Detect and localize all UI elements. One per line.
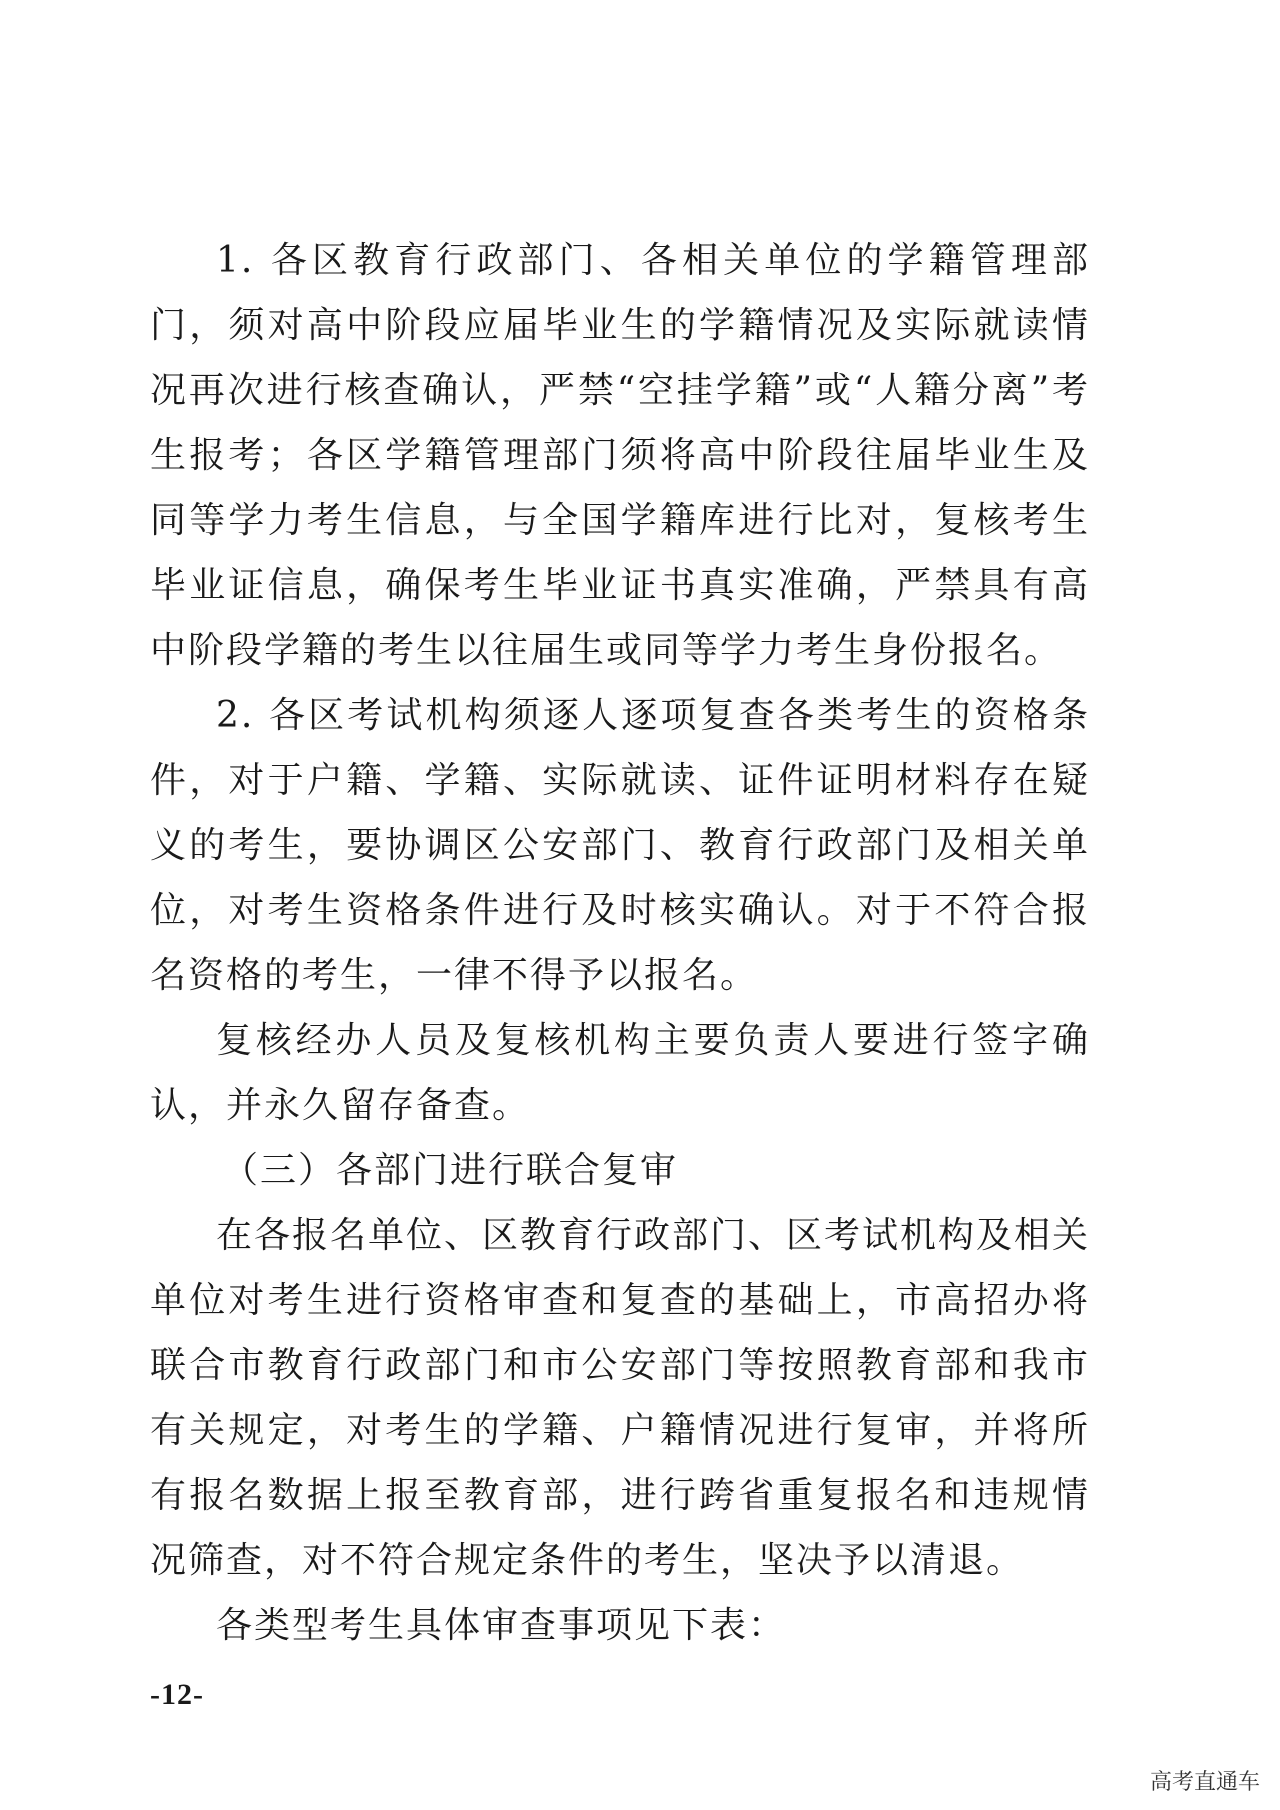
page-number: -12-: [150, 1678, 204, 1711]
watermark-label: 高考直通车: [1146, 1763, 1264, 1798]
paragraph-table-reference: 各类型考生具体审查事项见下表：: [216, 1605, 787, 1646]
document-body: [150, 228, 1090, 1658]
section-heading: （三）各部门进行联合复审: [222, 1150, 679, 1191]
paragraph-item-1: 1. 各区教育行政部门、各相关单位的学籍管理部门，须对高中阶段应届毕业生的学籍情况及实际就读情况再次进行核查确认，严禁“空挂学籍”或“人籍分离”考生报考；各区学籍管理部门须将高中阶段往届毕业生及同等学力考生信息，与全国学籍库进行比对，复核考生毕业证信息，确保考生毕业证书真实准确，严禁具有高中阶段学籍的考生以往届生或同等学力考生身份报名。: [150, 240, 1090, 671]
paragraph-signature-note: 复核经办人员及复核机构主要负责人要进行签字确认，并永久留存备查。: [150, 1020, 1090, 1126]
paragraph-joint-review: 在各报名单位、区教育行政部门、区考试机构及相关单位对考生进行资格审查和复查的基础上，市高招办将联合市教育行政部门和市公安部门等按照教育部和我市有关规定，对考生的学籍、户籍情况进行复审，并将所有报名数据上报至教育部，进行跨省重复报名和违规情况筛查，对不符合规定条件的考生，坚决予以清退。: [150, 1215, 1091, 1581]
paragraph-item-2: 2. 各区考试机构须逐人逐项复查各类考生的资格条件，对于户籍、学籍、实际就读、证件证明材料存在疑义的考生，要协调区公安部门、教育行政部门及相关单位，对考生资格条件进行及时核实确认。对于不符合报名资格的考生，一律不得予以报名。: [150, 695, 1090, 996]
